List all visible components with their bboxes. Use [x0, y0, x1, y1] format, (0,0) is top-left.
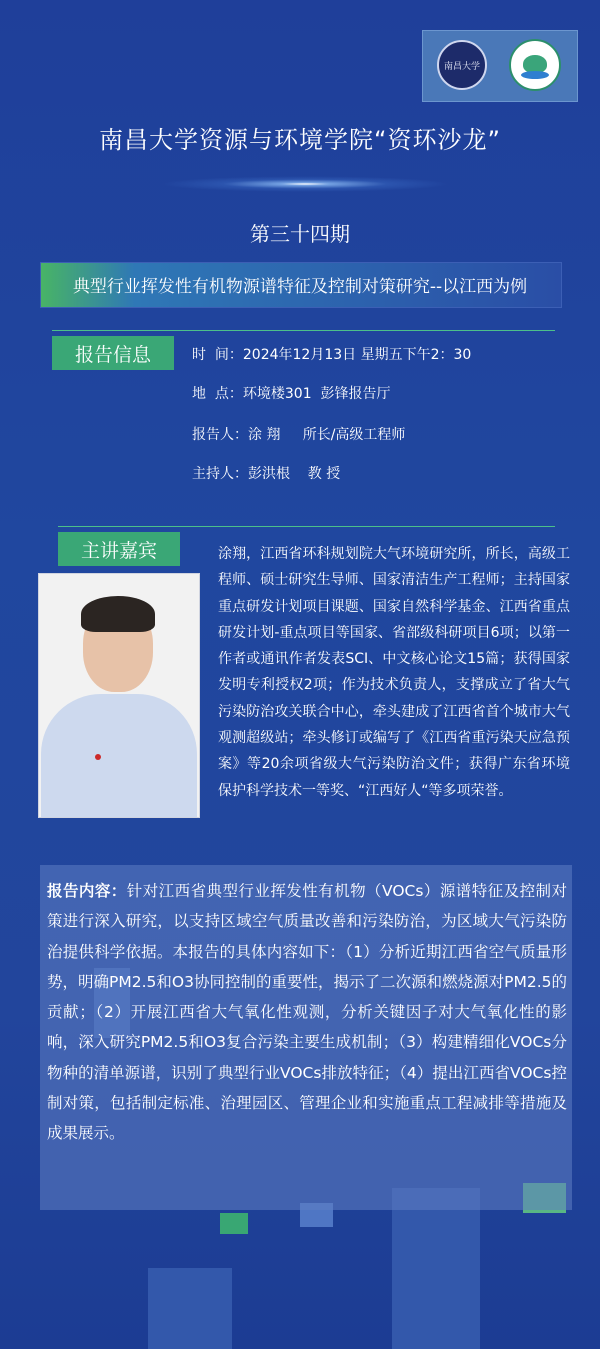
- divider-line: [58, 526, 555, 527]
- photo-shirt: [41, 694, 197, 818]
- speaker-bio: 涂翔，江西省环科规划院大气环境研究所，所长，高级工程师、硕士研究生导师、国家清洁生产工程师；主持国家重点研发计划项目课题、国家自然科学基金、江西省重点研发计划-重点项目等国家、省部级科研项目6项；以第一作者或通讯作者发表SCI、中文核心论文15篇；获得国家发明专利授权2项；作为技术负责人，支撑成立了省大气污染防治攻关联合中心，牵头建成了江西省首个城市大气观测超级站；牵头修订或编写了《江西省重污染天应急预案》等20余项省级大气污染防治文件；获得广东省环境保护科学技术一等奖、“江西好人“等多项荣誉。: [218, 546, 570, 799]
- school-logo: [509, 39, 561, 91]
- report-content-text: 针对江西省典型行业挥发性有机物（VOCs）源谱特征及控制对策进行深入研究，以支持区域空气质量改善和污染防治，为区域大气污染防治提供科学依据。本报告的具体内容如下：（1）分析近期江西省空气质量形势，明确PM2.5和O3协同控制的重要性，揭示了二次源和燃烧源对PM2.5的贡献；（2）开展江西省大气氧化性观测，分析关键因子对大气氧化性的影响，深入研究PM2.5和O3复合污染主要生成机制；（3）构建精细化VOCs分物种的清单源谱，识别了典型行业VOCs排放特征；（4）提出江西省VOCs控制对策，包括制定标准、治理园区、管理企业和实施重点工程减排等措施及成果展示。: [47, 882, 567, 1143]
- page-title: 南昌大学资源与环境学院“资环沙龙”: [99, 126, 501, 154]
- decor-block: [392, 1188, 480, 1349]
- nanchang-university-logo: 南昌大学: [437, 40, 487, 90]
- report-info-label: 报告信息: [52, 336, 174, 370]
- speaker-photo: [38, 573, 200, 818]
- decor-block: [220, 1213, 248, 1234]
- photo-badge: [95, 754, 101, 760]
- light-flare-divider: [160, 176, 450, 192]
- report-topic: 典型行业挥发性有机物源谱特征及控制对策研究--以江西为例: [72, 277, 528, 297]
- info-speaker: 报告人：涂 翔 所长/高级工程师: [192, 427, 406, 443]
- photo-hair: [81, 596, 155, 632]
- report-content-label: 报告内容：: [47, 882, 127, 900]
- info-location: 地 点：环境楼301 彭锋报告厅: [192, 386, 391, 402]
- decor-block: [148, 1268, 232, 1349]
- info-host: 主持人：彭洪根 教 授: [192, 466, 341, 482]
- issue-number: 第三十四期: [250, 222, 350, 246]
- divider-line: [52, 330, 555, 331]
- logo-panel: [422, 30, 578, 102]
- speaker-label: 主讲嘉宾: [58, 532, 180, 566]
- report-content: [47, 876, 567, 1149]
- info-time: 时 间：2024年12月13日 星期五下午2：30: [192, 347, 472, 363]
